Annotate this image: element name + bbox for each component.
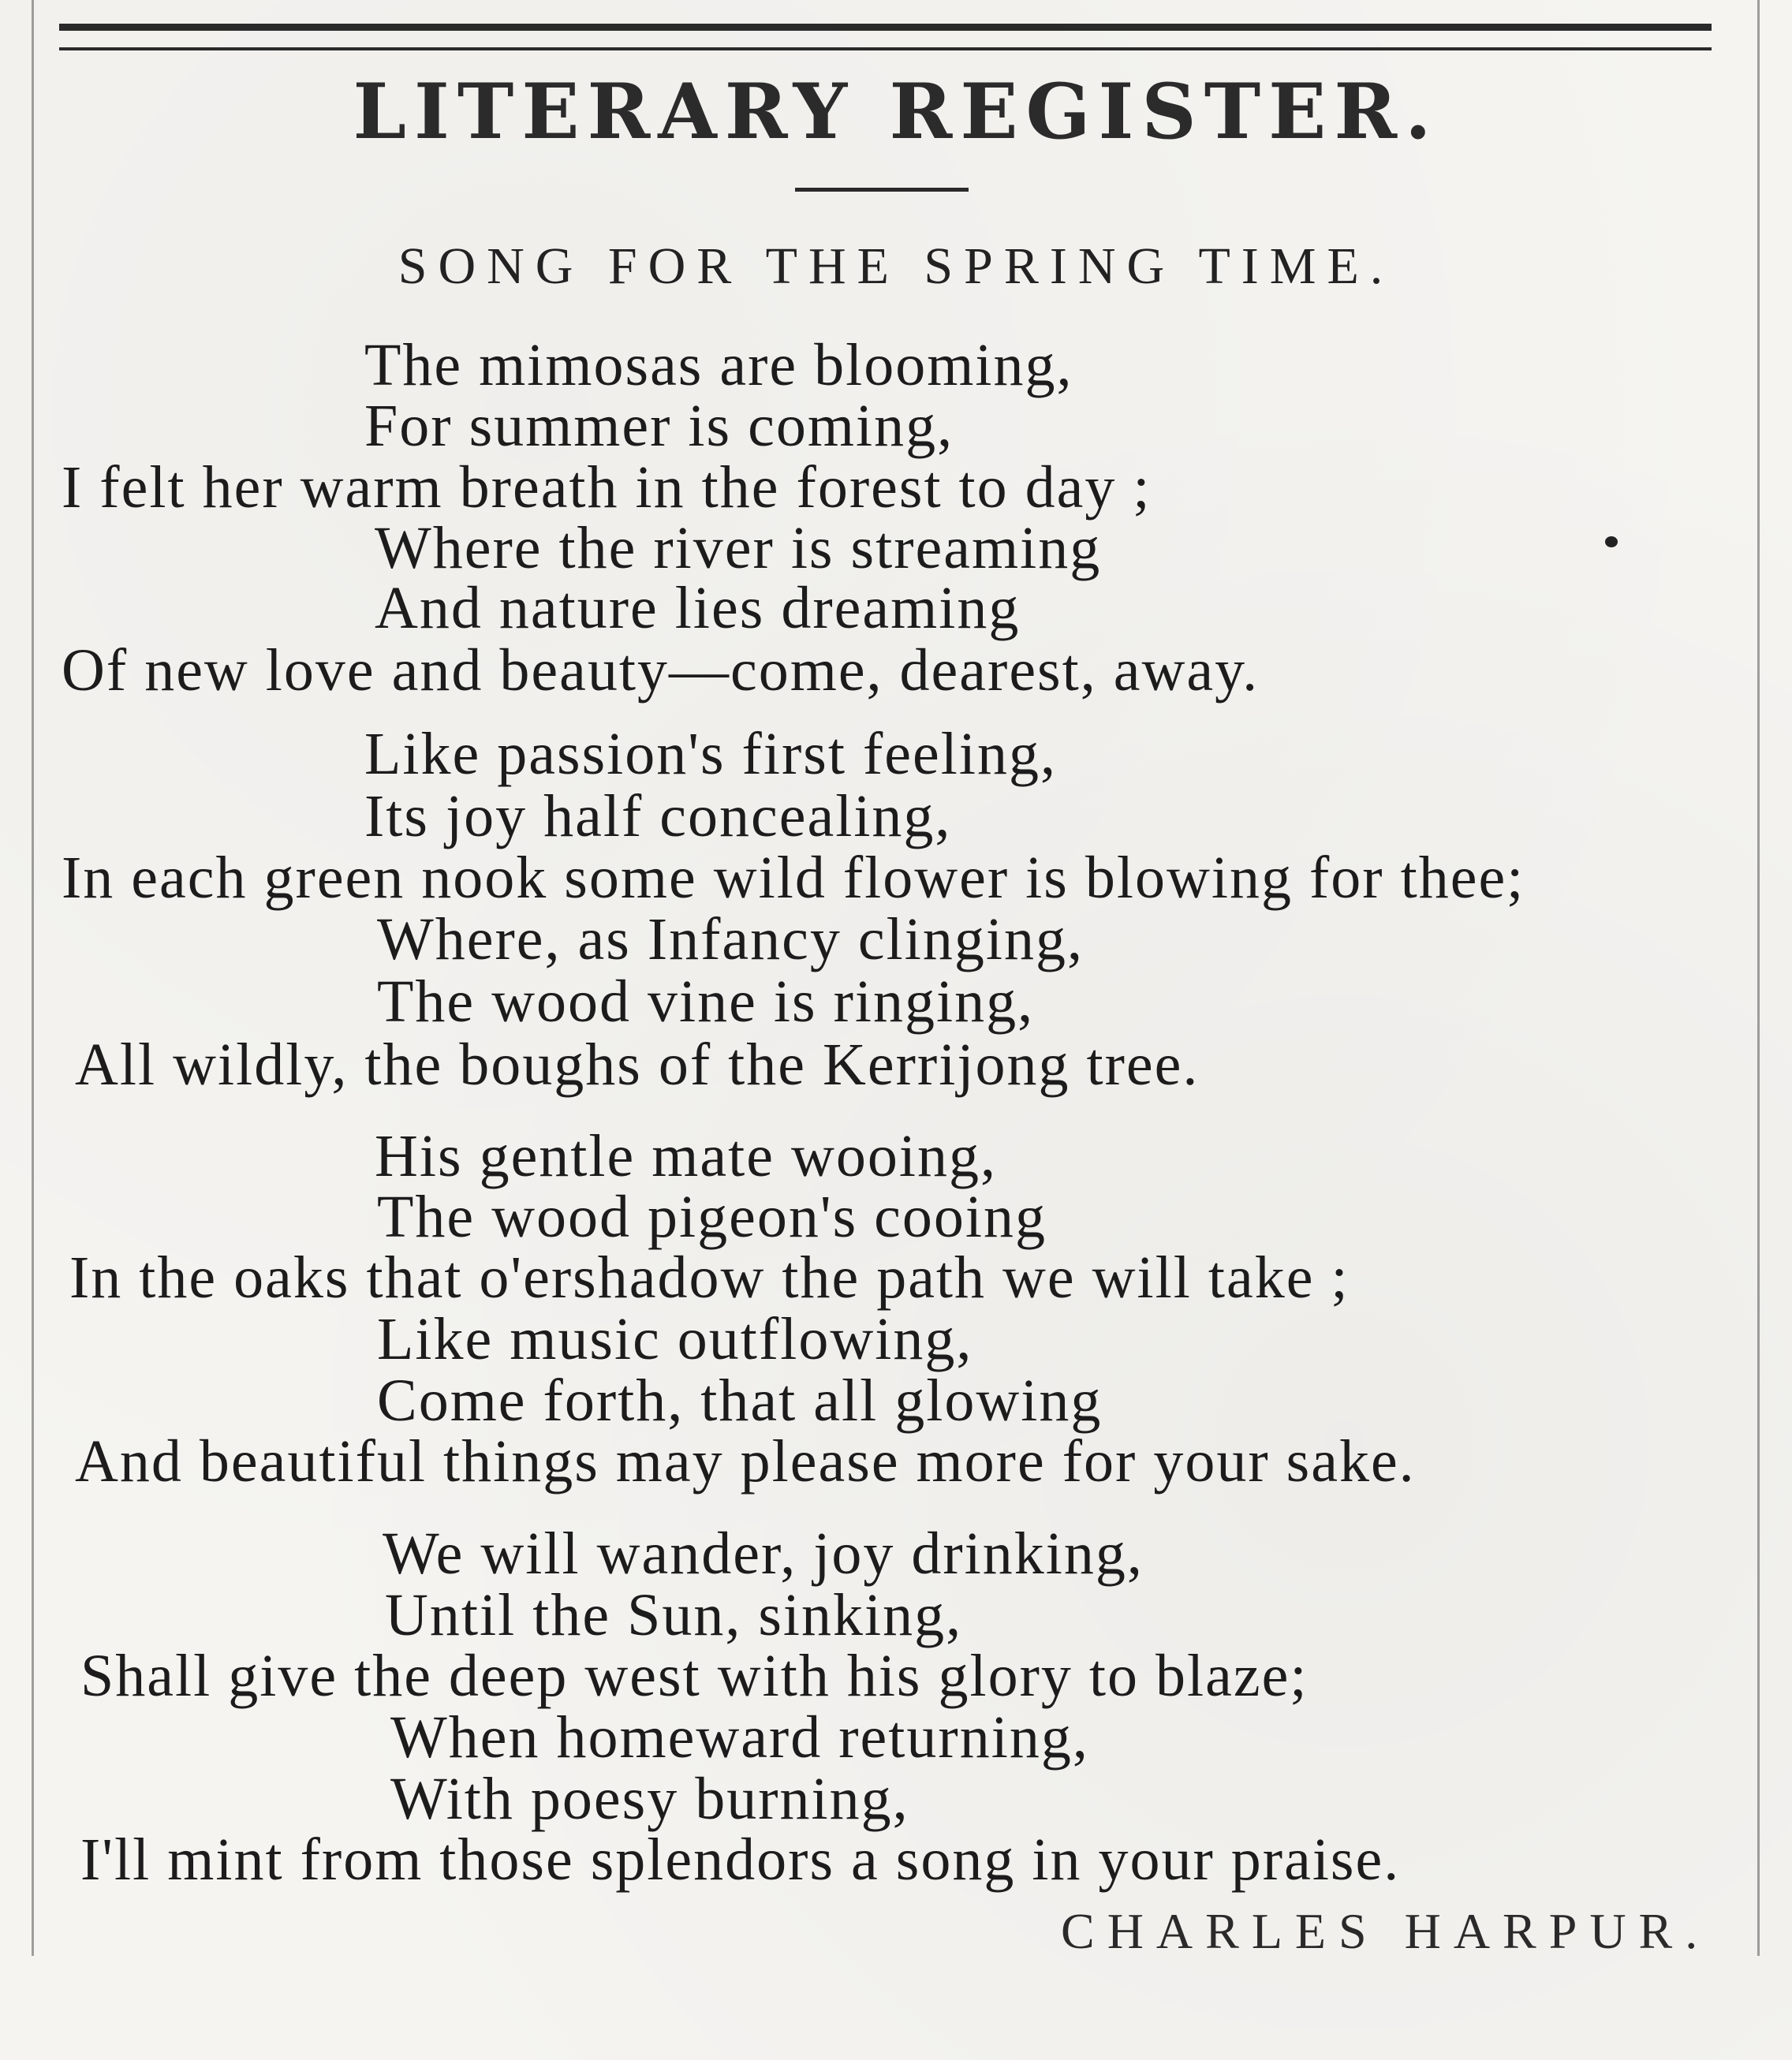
masthead-divider <box>795 188 969 192</box>
poem-line: Come forth, that all glowing <box>377 1368 1103 1434</box>
poem-line: His gentle mate wooing, <box>375 1123 997 1189</box>
poem-line: Where, as Infancy clinging, <box>377 906 1084 972</box>
poem-line: The mimosas are blooming, <box>364 332 1073 398</box>
poem-line: We will wander, joy drinking, <box>383 1521 1144 1587</box>
poem-line: The wood pigeon's cooing <box>377 1184 1047 1250</box>
poem-line: With poesy burning, <box>390 1766 909 1832</box>
poem-line: I'll mint from those splendors a song in your praise. <box>80 1827 1401 1893</box>
poem-line: Of new love and beauty—come, dearest, away. <box>62 637 1260 703</box>
poem-title: SONG FOR THE SPRING TIME. <box>398 237 1394 295</box>
poem-line: I felt her warm breath in the forest to day ; <box>62 454 1152 521</box>
poem-line: Like music outflowing, <box>377 1306 973 1372</box>
poem-line: Like passion's first feeling, <box>364 721 1057 787</box>
poem-line: And beautiful things may please more for your sake. <box>75 1428 1416 1495</box>
poem-line: Shall give the deep west with his glory to blaze; <box>80 1643 1309 1709</box>
ink-speck <box>1605 536 1618 547</box>
poem-line: In each green nook some wild flower is blowing for thee; <box>62 845 1525 911</box>
section-masthead: LITERARY REGISTER. <box>353 67 1439 156</box>
poem-line: In the oaks that o'ershadow the path we will take ; <box>69 1245 1350 1311</box>
author-signature: CHARLES HARPUR. <box>1061 1903 1711 1959</box>
poem-line: All wildly, the boughs of the Kerrijong tree. <box>75 1032 1200 1098</box>
poem-line: And nature lies dreaming <box>375 575 1021 641</box>
header-rule-thin <box>59 47 1712 50</box>
poem-line: Where the river is streaming <box>375 515 1102 581</box>
poem-line: Its joy half concealing, <box>364 783 952 849</box>
poem-line: Until the Sun, sinking, <box>385 1582 963 1648</box>
poem-line: When homeward returning, <box>390 1704 1089 1771</box>
header-rule-thick <box>59 24 1712 31</box>
poem-line: The wood vine is ringing, <box>377 968 1035 1035</box>
poem-line: For summer is coming, <box>364 393 954 459</box>
